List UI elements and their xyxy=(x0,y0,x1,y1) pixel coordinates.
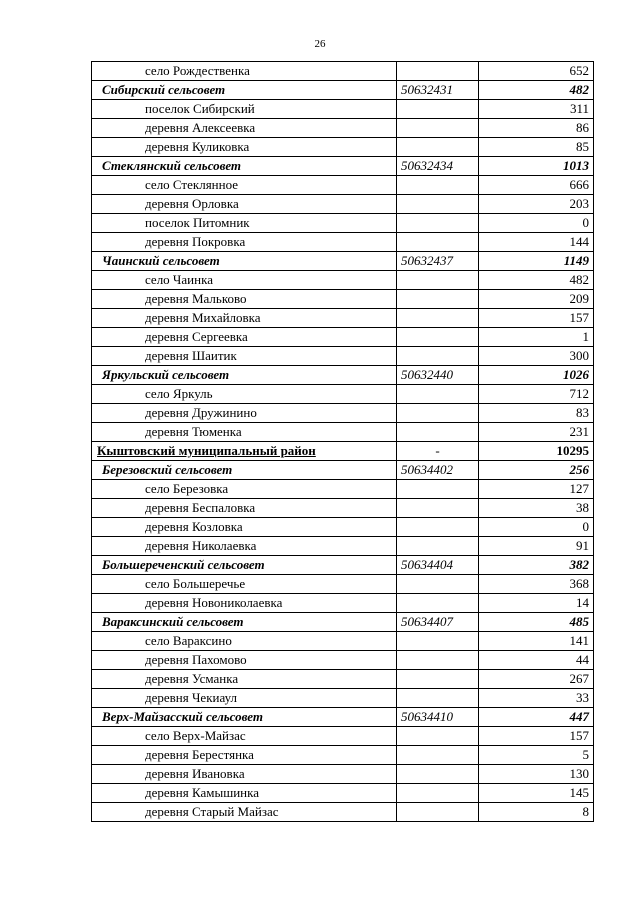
population-cell: 83 xyxy=(479,404,594,423)
name-cell: деревня Николаевка xyxy=(92,537,397,556)
name-cell: деревня Камышинка xyxy=(92,784,397,803)
name-cell: Вараксинский сельсовет xyxy=(92,613,397,632)
population-cell: 368 xyxy=(479,575,594,594)
population-cell: 652 xyxy=(479,62,594,81)
code-cell xyxy=(397,100,479,119)
code-cell: 50634402 xyxy=(397,461,479,480)
page-number: 26 xyxy=(314,38,326,50)
population-cell: 130 xyxy=(479,765,594,784)
settlement-row xyxy=(92,670,594,689)
settlement-row xyxy=(92,290,594,309)
council-row xyxy=(92,708,594,727)
population-cell: 482 xyxy=(479,271,594,290)
population-cell: 209 xyxy=(479,290,594,309)
name-cell: деревня Орловка xyxy=(92,195,397,214)
name-cell: поселок Сибирский xyxy=(92,100,397,119)
population-table-body xyxy=(92,62,594,822)
name-cell: Стеклянский сельсовет xyxy=(92,157,397,176)
code-cell: - xyxy=(397,442,479,461)
name-cell: деревня Новониколаевка xyxy=(92,594,397,613)
code-cell xyxy=(397,195,479,214)
name-cell: Чаинский сельсовет xyxy=(92,252,397,271)
population-cell: 1013 xyxy=(479,157,594,176)
code-cell xyxy=(397,309,479,328)
code-cell xyxy=(397,727,479,746)
code-cell xyxy=(397,670,479,689)
name-cell: село Вараксино xyxy=(92,632,397,651)
settlement-row xyxy=(92,100,594,119)
code-cell xyxy=(397,290,479,309)
code-cell: 50632431 xyxy=(397,81,479,100)
code-cell xyxy=(397,404,479,423)
name-cell: деревня Пахомово xyxy=(92,651,397,670)
settlement-row xyxy=(92,328,594,347)
population-cell: 666 xyxy=(479,176,594,195)
code-cell: 50632434 xyxy=(397,157,479,176)
name-cell: село Чаинка xyxy=(92,271,397,290)
population-cell: 267 xyxy=(479,670,594,689)
name-cell: село Березовка xyxy=(92,480,397,499)
name-cell: Верх-Майзасский сельсовет xyxy=(92,708,397,727)
settlement-row xyxy=(92,651,594,670)
name-cell: Березовский сельсовет xyxy=(92,461,397,480)
code-cell xyxy=(397,138,479,157)
name-cell: деревня Ивановка xyxy=(92,765,397,784)
code-cell xyxy=(397,499,479,518)
name-cell: деревня Михайловка xyxy=(92,309,397,328)
settlement-row xyxy=(92,385,594,404)
settlement-row xyxy=(92,480,594,499)
code-cell: 50632437 xyxy=(397,252,479,271)
settlement-row xyxy=(92,214,594,233)
code-cell xyxy=(397,784,479,803)
settlement-row xyxy=(92,404,594,423)
name-cell: село Яркуль xyxy=(92,385,397,404)
population-cell: 485 xyxy=(479,613,594,632)
population-cell: 33 xyxy=(479,689,594,708)
population-table xyxy=(91,61,594,822)
code-cell xyxy=(397,119,479,138)
council-row xyxy=(92,613,594,632)
population-cell: 44 xyxy=(479,651,594,670)
name-cell: деревня Тюменка xyxy=(92,423,397,442)
population-cell: 141 xyxy=(479,632,594,651)
name-cell: деревня Сергеевка xyxy=(92,328,397,347)
population-cell: 91 xyxy=(479,537,594,556)
code-cell xyxy=(397,480,479,499)
name-cell: деревня Старый Майзас xyxy=(92,803,397,822)
code-cell xyxy=(397,214,479,233)
population-cell: 5 xyxy=(479,746,594,765)
code-cell xyxy=(397,176,479,195)
settlement-row xyxy=(92,518,594,537)
settlement-row xyxy=(92,62,594,81)
settlement-row xyxy=(92,271,594,290)
population-cell: 311 xyxy=(479,100,594,119)
name-cell: Яркульский сельсовет xyxy=(92,366,397,385)
code-cell: 50634407 xyxy=(397,613,479,632)
population-cell: 203 xyxy=(479,195,594,214)
code-cell xyxy=(397,651,479,670)
population-cell: 231 xyxy=(479,423,594,442)
settlement-row xyxy=(92,575,594,594)
population-cell: 1026 xyxy=(479,366,594,385)
code-cell xyxy=(397,537,479,556)
name-cell: Кыштовский муниципальный район xyxy=(92,442,397,461)
settlement-row xyxy=(92,499,594,518)
name-cell: Большереченский сельсовет xyxy=(92,556,397,575)
settlement-row xyxy=(92,727,594,746)
name-cell: деревня Мальково xyxy=(92,290,397,309)
population-cell: 86 xyxy=(479,119,594,138)
settlement-row xyxy=(92,347,594,366)
population-cell: 1149 xyxy=(479,252,594,271)
code-cell xyxy=(397,575,479,594)
name-cell: деревня Козловка xyxy=(92,518,397,537)
code-cell xyxy=(397,689,479,708)
population-cell: 157 xyxy=(479,309,594,328)
name-cell: село Стеклянное xyxy=(92,176,397,195)
name-cell: деревня Дружинино xyxy=(92,404,397,423)
settlement-row xyxy=(92,803,594,822)
name-cell: деревня Куликовка xyxy=(92,138,397,157)
code-cell xyxy=(397,594,479,613)
settlement-row xyxy=(92,233,594,252)
settlement-row xyxy=(92,632,594,651)
name-cell: село Большеречье xyxy=(92,575,397,594)
population-cell: 712 xyxy=(479,385,594,404)
population-cell: 157 xyxy=(479,727,594,746)
code-cell xyxy=(397,62,479,81)
council-row xyxy=(92,81,594,100)
name-cell: деревня Беспаловка xyxy=(92,499,397,518)
settlement-row xyxy=(92,746,594,765)
code-cell: 50632440 xyxy=(397,366,479,385)
name-cell: поселок Питомник xyxy=(92,214,397,233)
settlement-row xyxy=(92,138,594,157)
name-cell: деревня Усманка xyxy=(92,670,397,689)
code-cell xyxy=(397,518,479,537)
code-cell xyxy=(397,328,479,347)
code-cell xyxy=(397,347,479,366)
population-cell: 10295 xyxy=(479,442,594,461)
code-cell xyxy=(397,765,479,784)
population-cell: 38 xyxy=(479,499,594,518)
settlement-row xyxy=(92,309,594,328)
settlement-row xyxy=(92,176,594,195)
code-cell xyxy=(397,423,479,442)
settlement-row xyxy=(92,765,594,784)
code-cell xyxy=(397,271,479,290)
population-cell: 1 xyxy=(479,328,594,347)
settlement-row xyxy=(92,594,594,613)
name-cell: деревня Алексеевка xyxy=(92,119,397,138)
population-cell: 85 xyxy=(479,138,594,157)
name-cell: деревня Берестянка xyxy=(92,746,397,765)
code-cell: 50634410 xyxy=(397,708,479,727)
name-cell: деревня Покровка xyxy=(92,233,397,252)
population-cell: 300 xyxy=(479,347,594,366)
settlement-row xyxy=(92,537,594,556)
district-row xyxy=(92,442,594,461)
code-cell: 50634404 xyxy=(397,556,479,575)
population-cell: 447 xyxy=(479,708,594,727)
settlement-row xyxy=(92,423,594,442)
population-cell: 127 xyxy=(479,480,594,499)
code-cell xyxy=(397,746,479,765)
name-cell: деревня Шаитик xyxy=(92,347,397,366)
council-row xyxy=(92,157,594,176)
code-cell xyxy=(397,803,479,822)
name-cell: село Рождественка xyxy=(92,62,397,81)
name-cell: Сибирский сельсовет xyxy=(92,81,397,100)
population-cell: 8 xyxy=(479,803,594,822)
population-cell: 145 xyxy=(479,784,594,803)
settlement-row xyxy=(92,195,594,214)
population-cell: 0 xyxy=(479,518,594,537)
council-row xyxy=(92,366,594,385)
population-cell: 14 xyxy=(479,594,594,613)
population-cell: 0 xyxy=(479,214,594,233)
council-row xyxy=(92,461,594,480)
population-cell: 482 xyxy=(479,81,594,100)
council-row xyxy=(92,556,594,575)
population-cell: 144 xyxy=(479,233,594,252)
settlement-row xyxy=(92,119,594,138)
name-cell: деревня Чекиаул xyxy=(92,689,397,708)
name-cell: село Верх-Майзас xyxy=(92,727,397,746)
council-row xyxy=(92,252,594,271)
code-cell xyxy=(397,632,479,651)
code-cell xyxy=(397,233,479,252)
settlement-row xyxy=(92,784,594,803)
population-cell: 256 xyxy=(479,461,594,480)
settlement-row xyxy=(92,689,594,708)
code-cell xyxy=(397,385,479,404)
population-cell: 382 xyxy=(479,556,594,575)
